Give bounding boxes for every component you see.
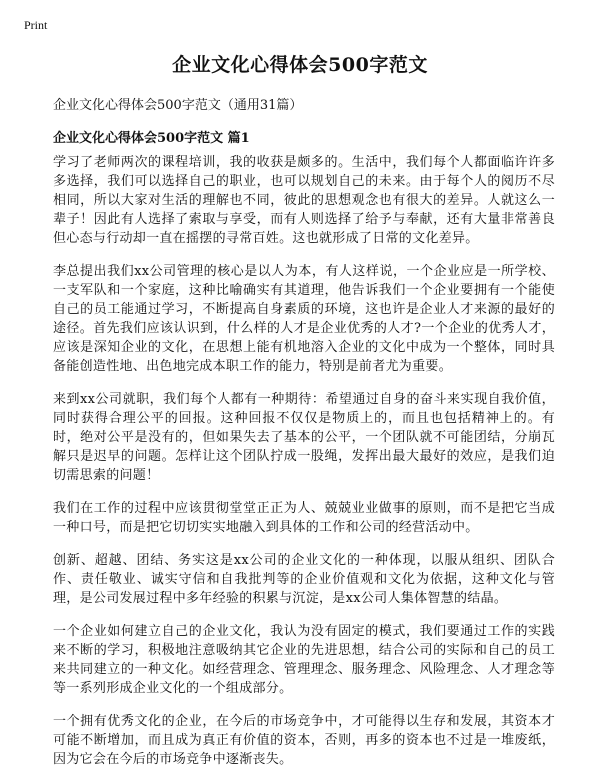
paragraph-1: 学习了老师两次的课程培训，我的收获是颇多的。生活中，我们每个人都面临许许多多选择，我们可以选择自己的职业，也可以规划自己的未来。由于每个人的阅历不尽相同，所以大家对生活的理解也不同，彼此的思想观念也有很大的差异。人就这么一辈子！因此有人选择了索取与享受，而有人则选择了给予与奉献，还有大量非常善良但心态与行动却一直在摇摆的寻常百姓。这也就形成了日常的文化差异。 — [53, 155, 555, 246]
paragraph-7: 一个拥有优秀文化的企业，在今后的市场竞争中，才可能得以生存和发展，其资本才可能不断增加，而且成为真正有价值的资本，否则，再多的资本也不过是一堆废纸，因为它会在今后的市场竞争中逐渐丧失。 — [53, 714, 555, 767]
paragraph-5: 创新、超越、团结、务实这是xx公司的企业文化的一种体现，以服从组织、团队合作、责任敬业、诚实守信和自我批判等的企业价值观和文化为依据，这种文化与管理，是公司发展过程中多年经验的积累与沉淀，是xx公司人集体智慧的结晶。 — [53, 553, 555, 606]
article-body — [53, 153, 555, 783]
paragraph-4: 我们在工作的过程中应该贯彻堂堂正正为人、兢兢业业做事的原则，而不是把它当成一种口号，而是把它切切实实地融入到具体的工作和公司的经营活动中。 — [53, 501, 555, 535]
section-heading: 企业文化心得体会500字范文 篇1 — [53, 131, 250, 146]
document-subtitle: 企业文化心得体会500字范文（通用31篇） — [53, 98, 303, 113]
print-link[interactable]: Print — [24, 18, 48, 32]
paragraph-2: 李总提出我们xx公司管理的核心是以人为本，有人这样说，一个企业应是一所学校、一支军队和一个家庭，这种比喻确实有其道理，他告诉我们一个企业要拥有一个能使自己的员工能通过学习，不断提高自身素质的环境，这也许是企业人才来源的最好的途径。首先我们应该认识到，什么样的人才是企业优秀的人才?一个企业的优秀人才，应该是深知企业的文化，在思想上能有机地溶入企业的文化中成为一个整体，同时具备能创造性地、出色地完成本职工作的能力，特别是前者尤为重要。 — [53, 264, 555, 374]
paragraph-3: 来到xx公司就职，我们每个人都有一种期待：希望通过自身的奋斗来实现自我价值，同时获得合理公平的回报。这种回报不仅仅是物质上的，而且也包括精神上的。有时，绝对公平是没有的，但如果失去了基本的公平，一个团队就不可能团结，分崩瓦解只是迟早的问题。怎样让这个团队拧成一股绳，发挥出最大最好的效应，是我们迫切需思索的问题！ — [53, 392, 555, 483]
document-title: 企业文化心得体会500字范文 — [172, 54, 428, 76]
paragraph-6: 一个企业如何建立自己的企业文化，我认为没有固定的模式，我们要通过工作的实践来不断的学习，积极地注意吸纳其它企业的先进思想，结合公司的实际和自己的员工来共同建立的一种文化。如经营理念、管理理念、服务理念、风险理念、人才理念等等一系列形成企业文化的一个组成部分。 — [53, 624, 555, 696]
